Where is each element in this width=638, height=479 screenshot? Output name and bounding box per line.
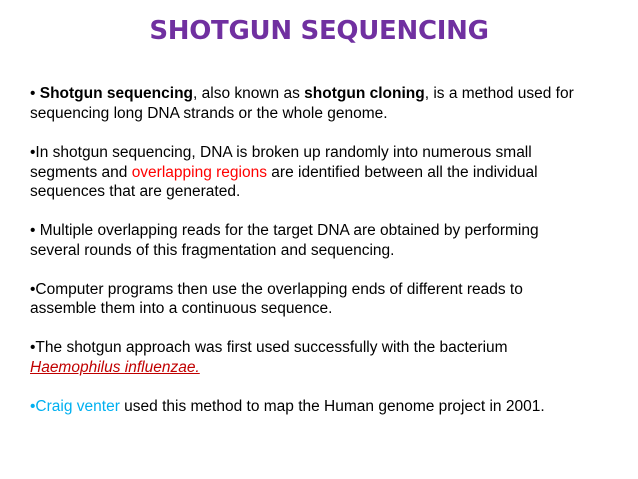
highlight-overlapping-regions: overlapping regions — [131, 163, 267, 181]
paragraph-text: used this method to map the Human genome project in 2001. — [119, 397, 545, 415]
paragraph-text: are identified between all the individual sequences that are generated. — [30, 163, 538, 200]
paragraph-text: •The shotgun approach was first used successfully with the bacterium — [30, 339, 508, 356]
paragraph-assembly — [30, 280, 590, 319]
paragraph-text: •In shotgun sequencing, DNA is broken up randomly into numerous small segments and — [30, 144, 532, 181]
bullet: • — [30, 85, 40, 102]
paragraph-first-use — [30, 338, 590, 377]
paragraph-shotgun-definition — [30, 84, 590, 123]
highlight-craig-venter: •Craig venter — [30, 397, 120, 415]
term-shotgun-sequencing: Shotgun sequencing — [39, 85, 194, 102]
paragraph-text: , also known as — [193, 85, 305, 102]
paragraph-multiple-reads — [30, 221, 590, 260]
paragraph-craig-venter — [30, 397, 590, 417]
paragraph-text: • Multiple overlapping reads for the target DNA are obtained by performing several rounds of this fragmentation and sequencing. — [30, 222, 539, 259]
species-haemophilus-influenzae: Haemophilus influenzae. — [30, 358, 200, 376]
paragraph-fragmentation — [30, 143, 590, 202]
slide-body — [30, 84, 590, 436]
paragraph-text: •Computer programs then use the overlapping ends of different reads to assemble them into a continuous sequence. — [30, 280, 523, 317]
paragraph-text: , is a method used for sequencing long DNA strands or the whole genome. — [30, 85, 574, 122]
term-shotgun-cloning: shotgun cloning — [304, 85, 425, 102]
slide-title: SHOTGUN SEQUENCING — [149, 16, 489, 46]
